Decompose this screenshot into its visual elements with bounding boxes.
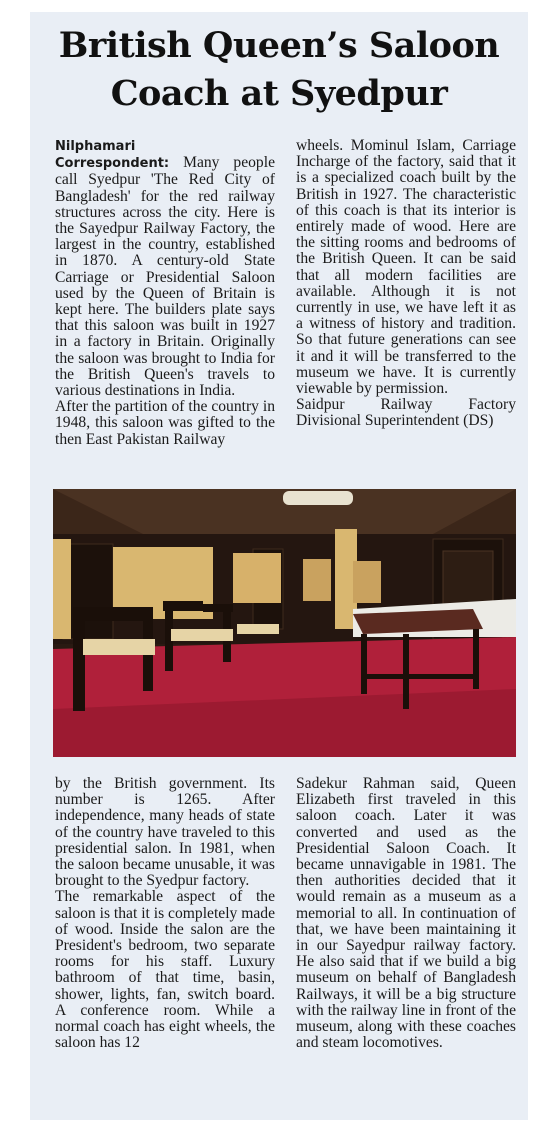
headline: British Queen’s Saloon Coach at Syedpur bbox=[58, 25, 500, 114]
column-2 bbox=[296, 138, 516, 430]
photo-illustration bbox=[53, 489, 516, 757]
paragraph-text: Many people call Syedpur 'The Red City of Bangladesh' for the red railway structures across the city. Here is the Sayedpur Railway Factory, the largest in the country, established in 1870. A century-old State Carriage or Presidential Saloon used by the Queen of Britain is kept here. The builders plate says that this saloon was built in 1927 in a factory in Britain. Originally the saloon was brought to India for the British Queen's travels to various destinations in India. bbox=[55, 154, 275, 400]
column-3 bbox=[55, 776, 275, 1051]
paragraph: After the partition of the country in 1948, this saloon was gifted to the then East Pakistan Railway bbox=[55, 398, 275, 448]
paragraph: Saidpur Railway Factory Divisional Superintendent (DS) bbox=[296, 396, 516, 430]
paragraph: The remarkable aspect of the saloon is that it is completely made of wood. Inside the salon are the President's bedroom, two separate rooms for his staff. Luxury bathroom of that time, basin, shower, lights, fan, switch board. A conference room. While a normal coach has eight wheels, the saloon has 12 bbox=[55, 888, 276, 1052]
saloon-interior-photo bbox=[53, 489, 516, 757]
paragraph bbox=[55, 138, 275, 399]
paragraph: Sadekur Rahman said, Queen Elizabeth first traveled in this saloon coach. Later it was converted and used as the Presidential Saloon Coach. It became unnavigable in 1981. The then authorities decided that it would remain as a museum as a memorial to all. In continuation of that, we have been maintaining it in our Sayedpur railway factory. He also said that if we build a big museum on behalf of Bangladesh Railways, it will be a big structure with the railway line in front of the museum, along with these coaches and steam locomotives. bbox=[296, 775, 516, 1052]
column-4 bbox=[296, 776, 516, 1051]
column-1 bbox=[55, 138, 275, 448]
byline: Nilphamari Correspondent: bbox=[55, 139, 170, 172]
paragraph: wheels. Mominul Islam, Carriage Incharge of the factory, said that it is a specialized coach built by the British in 1927. The characteristic of this coach is that its interior is entirely made of wood. Here are the sitting rooms and bedrooms of the British Queen. It can be said that all modern facilities are available. Although it is not currently in use, we have left it as a witness of history and tradition. So that future generations can see it and it will be transferred to the museum we have. It is currently viewable by permission. bbox=[296, 137, 516, 398]
paragraph: by the British government. Its number is 1265. After independence, many heads of state of the country have traveled to this presidential salon. In 1981, when the saloon became unusable, it was brought to the Syedpur factory. bbox=[55, 775, 275, 890]
